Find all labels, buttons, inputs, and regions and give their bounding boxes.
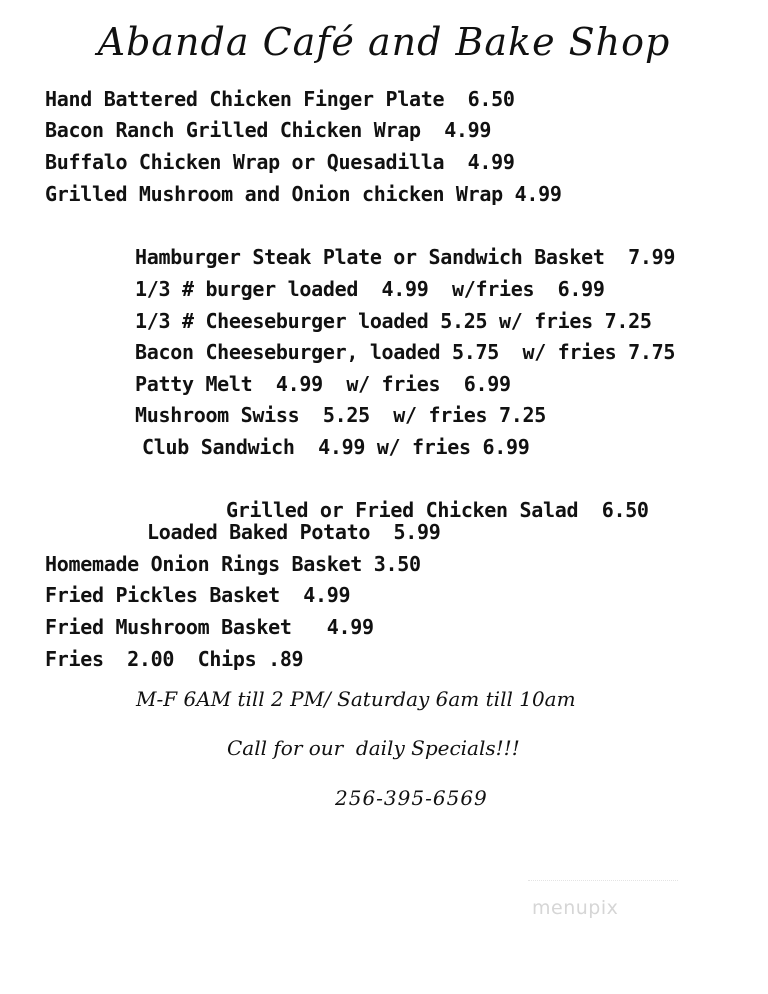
- menu-item: Grilled Mushroom and Onion chicken Wrap 4.99: [45, 182, 562, 206]
- menu-item: Fries 2.00 Chips .89: [45, 647, 304, 671]
- menu-item: 1/3 # burger loaded 4.99 w/fries 6.99: [135, 277, 605, 301]
- specials-text: Call for our daily Specials!!!: [227, 736, 520, 760]
- menu-item: Mushroom Swiss 5.25 w/ fries 7.25: [135, 403, 546, 427]
- menu-item: 1/3 # Cheeseburger loaded 5.25 w/ fries 7.25: [135, 309, 652, 333]
- menu-item: Bacon Ranch Grilled Chicken Wrap 4.99: [45, 118, 492, 142]
- menu-item: Loaded Baked Potato 5.99: [147, 520, 441, 544]
- menu-item: Homemade Onion Rings Basket 3.50: [45, 552, 421, 576]
- menu-item: Fried Pickles Basket 4.99: [45, 583, 351, 607]
- menu-item: Buffalo Chicken Wrap or Quesadilla 4.99: [45, 150, 515, 174]
- watermark-logo: menupix: [532, 897, 619, 919]
- hours-text: M-F 6AM till 2 PM/ Saturday 6am till 10am: [136, 687, 576, 711]
- watermark-dots: [528, 880, 678, 887]
- menu-item: Grilled or Fried Chicken Salad 6.50: [226, 498, 649, 522]
- menu-item: Patty Melt 4.99 w/ fries 6.99: [135, 372, 511, 396]
- page-title: Abanda Café and Bake Shop: [97, 20, 671, 64]
- menu-item: Fried Mushroom Basket 4.99: [45, 615, 374, 639]
- menu-item: Bacon Cheeseburger, loaded 5.75 w/ fries 7.75: [135, 340, 676, 364]
- phone-number: 256-395-6569: [335, 786, 488, 810]
- menu-item: Club Sandwich 4.99 w/ fries 6.99: [142, 435, 530, 459]
- menu-item: Hand Battered Chicken Finger Plate 6.50: [45, 87, 515, 111]
- menu-item: Hamburger Steak Plate or Sandwich Basket 7.99: [135, 245, 676, 269]
